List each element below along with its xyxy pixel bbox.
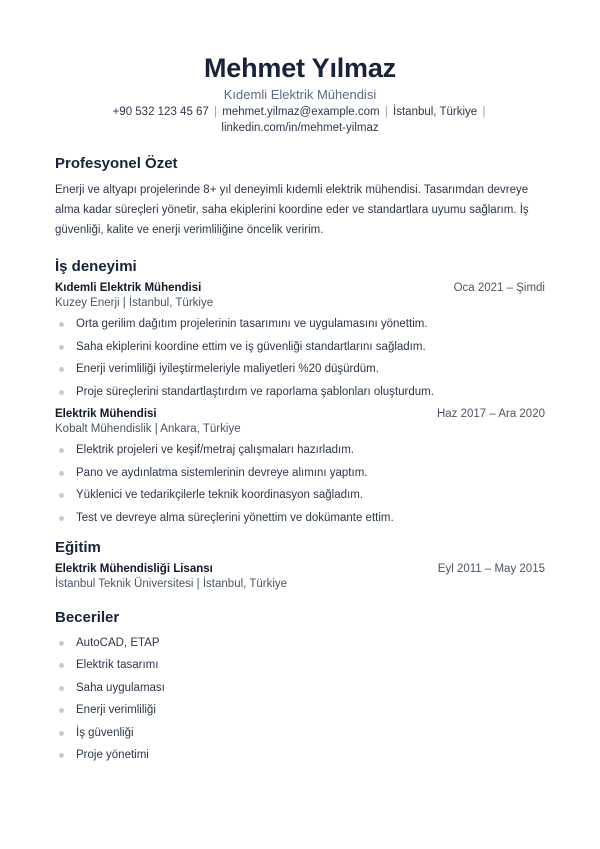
- job-header: [55, 281, 545, 296]
- bullet-text: Pano ve aydınlatma sistemlerinin devreye alımını yaptım.: [76, 466, 368, 479]
- skills-heading: Beceriler: [55, 608, 120, 626]
- contact-separator: |: [482, 106, 486, 118]
- list-item: [55, 748, 545, 763]
- bullet-text: Enerji verimliliği iyileştirmeleriyle maliyetleri %20 düşürdüm.: [76, 363, 379, 375]
- list-item: [55, 681, 545, 696]
- job-header: [55, 407, 545, 422]
- bullet-dot-icon: [59, 708, 64, 713]
- skill-text: AutoCAD, ETAP: [76, 636, 160, 649]
- contact-linkedin[interactable]: linkedin.com/in/mehmet-yilmaz: [221, 122, 379, 134]
- contact-phone: +90 532 123 45 67: [112, 106, 209, 118]
- job-bullets: [55, 317, 545, 400]
- education-school: İstanbul Teknik Üniversitesi | İstanbul, Türkiye: [55, 577, 288, 590]
- bullet-dot-icon: [59, 390, 64, 395]
- education-section: [55, 538, 545, 592]
- summary-section: [55, 154, 545, 240]
- summary-heading: Profesyonel Özet: [55, 155, 178, 172]
- list-item: [55, 488, 545, 503]
- bullet-dot-icon: [59, 686, 64, 691]
- list-item: [55, 703, 545, 718]
- contact-location: İstanbul, Türkiye: [393, 106, 478, 118]
- skill-text: Enerji verimliliği: [76, 704, 156, 716]
- bullet-dot-icon: [59, 471, 64, 476]
- job-bullets: [55, 443, 545, 526]
- skills-list: [55, 636, 545, 764]
- education-dates: Eyl 2011 – May 2015: [437, 562, 545, 575]
- skill-text: Saha uygulaması: [76, 681, 165, 694]
- list-item: [55, 362, 545, 377]
- skill-text: Elektrik tasarımı: [76, 659, 159, 671]
- list-item: [55, 466, 545, 481]
- job-entry: [55, 281, 545, 400]
- job-dates: Oca 2021 – Şimdi: [453, 282, 545, 294]
- resume-header: [55, 52, 545, 136]
- experience-heading: İş deneyimi: [55, 258, 137, 275]
- education-heading: Eğitim: [55, 538, 101, 556]
- candidate-name: Mehmet Yılmaz: [204, 53, 396, 83]
- job-role: Elektrik Mühendisi: [55, 408, 157, 420]
- contact-line: [55, 105, 545, 120]
- list-item: [55, 636, 545, 651]
- education-entry: [55, 562, 545, 592]
- bullet-text: Test ve devreye alma süreçlerini yönettim ve dokümante ettim.: [76, 511, 394, 524]
- bullet-text: Elektrik projeleri ve keşif/metraj çalışmaları hazırladım.: [76, 444, 354, 456]
- bullet-dot-icon: [59, 753, 64, 758]
- list-item: [55, 726, 545, 741]
- bullet-dot-icon: [59, 641, 64, 646]
- bullet-dot-icon: [59, 448, 64, 453]
- skill-text: Proje yönetimi: [76, 749, 149, 761]
- bullet-dot-icon: [59, 493, 64, 498]
- list-item: [55, 340, 545, 355]
- job-entry: [55, 407, 545, 526]
- bullet-dot-icon: [59, 367, 64, 372]
- bullet-dot-icon: [59, 663, 64, 668]
- bullet-text: Proje süreçlerini standartlaştırdım ve raporlama şablonları oluşturdum.: [76, 385, 434, 398]
- contact-email[interactable]: mehmet.yilmaz@example.com: [222, 106, 380, 118]
- job-dates: Haz 2017 – Ara 2020: [436, 408, 545, 420]
- list-item: [55, 658, 545, 673]
- bullet-text: Saha ekiplerini koordine ettim ve iş güvenliği standartlarını sağladım.: [76, 340, 426, 353]
- bullet-text: Yüklenici ve tedarikçilerle teknik koordinasyon sağladım.: [76, 489, 364, 501]
- job-organization: Kuzey Enerji | İstanbul, Türkiye: [55, 297, 214, 309]
- bullet-dot-icon: [59, 345, 64, 350]
- contact-linkedin-line: [55, 121, 545, 136]
- job-organization: Kobalt Mühendislik | Ankara, Türkiye: [55, 423, 241, 435]
- list-item: [55, 317, 545, 332]
- bullet-dot-icon: [59, 516, 64, 521]
- list-item: [55, 443, 545, 458]
- job-role: Kıdemli Elektrik Mühendisi: [55, 282, 202, 294]
- list-item: [55, 511, 545, 526]
- skill-text: İş güvenliği: [76, 726, 134, 739]
- skills-section: [55, 608, 545, 764]
- candidate-title: Kıdemli Elektrik Mühendisi: [223, 87, 377, 102]
- contact-separator: |: [214, 106, 218, 118]
- education-header: [55, 562, 545, 577]
- list-item: [55, 385, 545, 400]
- bullet-text: Orta gerilim dağıtım projelerinin tasarımını ve uygulamasını yönettim.: [76, 318, 428, 330]
- summary-text: Enerji ve altyapı projelerinde 8+ yıl deneyimli kıdemli elektrik mühendisi. Tasarımdan devreye alma kadar süreçleri yönetir, saha ekiplerini koordine eder ve standartlara uyumu sağlarım. İş güvenliği, kalite ve enerji verimliliğine öncelik veririm.: [55, 184, 529, 236]
- contact-separator: |: [384, 106, 388, 118]
- experience-section: [55, 257, 545, 526]
- bullet-dot-icon: [59, 731, 64, 736]
- education-degree: Elektrik Mühendisliği Lisansı: [55, 562, 213, 575]
- bullet-dot-icon: [59, 322, 64, 327]
